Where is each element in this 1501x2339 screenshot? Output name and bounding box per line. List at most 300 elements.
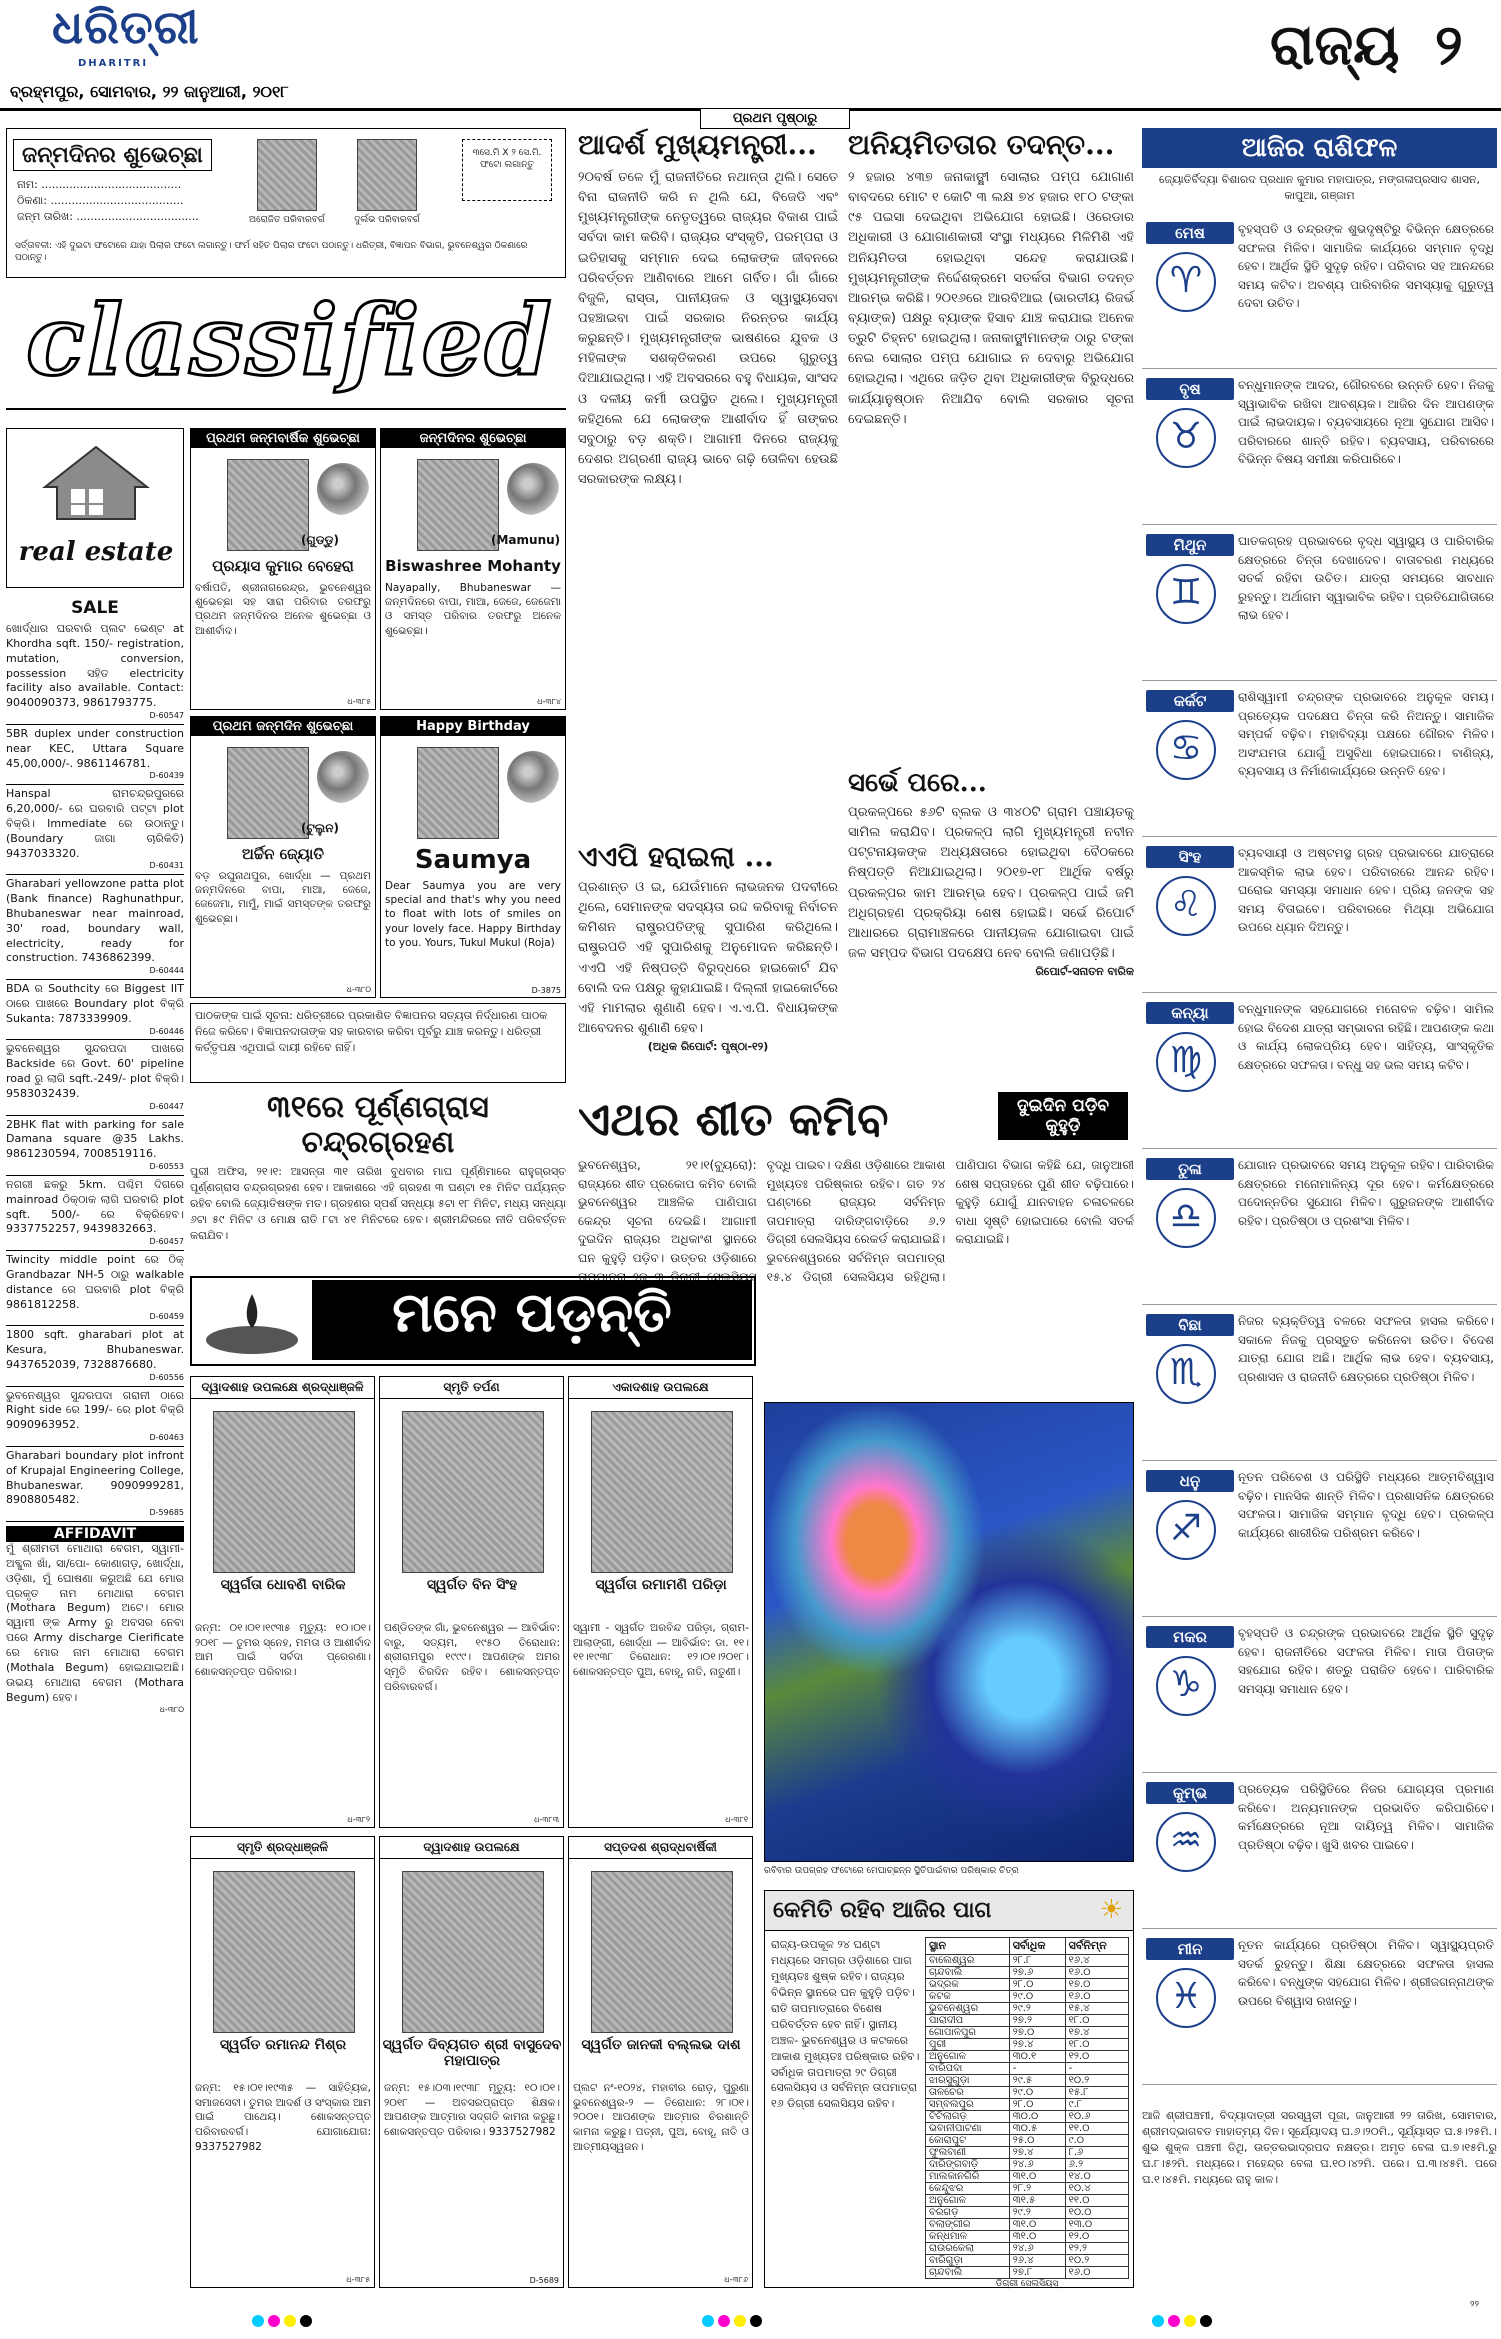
weather-row [926, 2183, 1129, 2195]
weather-cell: ଭୁବନେଶ୍ୱର [926, 2003, 1010, 2015]
weather-cell: ୨୭.୬ [1009, 1967, 1065, 1979]
weather-cell: ୩୦.୧ [1009, 2051, 1065, 2063]
weather-cell: ୧୦.୬ [1065, 2111, 1128, 2123]
weather-row [926, 2243, 1129, 2255]
weather-title: କେମିତି ରହିବ ଆଜିର ପାଗ [773, 1897, 992, 1923]
story-cm-body: ୨୦ବର୍ଷ ତଳେ ମୁଁ ରାଜନୀତିରେ ନଥାନ୍ତା ଥିଲି। ସେତେ ବିନା ରାଜନୀତି କରି ନ ଥିଲି ଯେ, ବିଜେଡି ଏବଂ ମୁଖ୍ୟମନ୍ତ୍ରୀଙ୍କ ନେତୃତ୍ୱରେ ରାଜ୍ୟର ବିକାଶ ପାଇଁ ସର୍ବଦା କାମ କରିବି। ରାଜ୍ୟର ସଂସ୍କୃତି, ପରମ୍ପରା ଓ ଇତିହାସକୁ ସମ୍ମାନ ଦେଇ ଲୋକଙ୍କ ଜୀବନରେ ପରିବର୍ତ୍ତନ ଆଣିବାରେ ଆମେ ଗର୍ବିତ। ଗାଁ ଗାଁରେ ବିଜୁଳି, ରାସ୍ତା, ପାନୀୟଜଳ ଓ ସ୍ୱାସ୍ଥ୍ୟସେବା ପହଞ୍ଚାଇବା ପାଇଁ ସରକାର ନିରନ୍ତର କାର୍ଯ୍ୟ କରୁଛନ୍ତି। ମୁଖ୍ୟମନ୍ତ୍ରୀଙ୍କ ଭାଷଣରେ ଯୁବକ ଓ ମହିଳାଙ୍କ ସଶକ୍ତିକରଣ ଉପରେ ଗୁରୁତ୍ୱ ଦିଆଯାଇଥିଲା। ଏହି ଅବସରରେ ବହୁ ବିଧାୟକ, ସାଂସଦ ଓ ଦଳୀୟ କର୍ମୀ ଉପସ୍ଥିତ ଥିଲେ। ମୁଖ୍ୟମନ୍ତ୍ରୀ କହିଥିଲେ ଯେ ଲୋକଙ୍କ ଆଶୀର୍ବାଦ ହିଁ ତାଙ୍କର ସବୁଠାରୁ ବଡ଼ ଶକ୍ତି। ଆଗାମୀ ଦିନରେ ରାଜ୍ୟକୁ ଦେଶର ଅଗ୍ରଣୀ ରାଜ୍ୟ ଭାବେ ଗଢ଼ି ତୋଳିବା ହେଉଛି ସରକାରଙ୍କ ଲକ୍ଷ୍ୟ। [578, 170, 838, 488]
story-survey [848, 768, 1134, 1068]
sign-name: ତୁଳା [1146, 1158, 1234, 1180]
greeting-photo [417, 459, 499, 551]
obituary-title: ଦ୍ୱାଦଶାହ ଉପଲକ୍ଷେ ଶ୍ରଦ୍ଧାଞ୍ଜଳି [191, 1377, 374, 1399]
weather-row [926, 2087, 1129, 2099]
real-estate-logo [6, 428, 184, 588]
obituary-text: ଜନ୍ମ: ୧୫।୦୩।୧୯୩୮ ମୃତ୍ୟୁ: ୧୦।୦୧।୨୦୧୮ — ଅବସରପ୍ରାପ୍ତ ଶିକ୍ଷକ। ଆପଣଙ୍କ ଆତ୍ମାର ସଦ୍ଗତି କାମନା କରୁଛୁ। ଶୋକସନ୍ତପ୍ତ ପରିବାର। 9337527982 [384, 2082, 560, 2139]
weather-cell: ବାରିପଦା [926, 2063, 1010, 2075]
horoscope-sign [1142, 372, 1497, 525]
story-ap-headline: ଏଏପି ହରାଇଲା ... [578, 840, 774, 873]
weather-box [764, 1890, 1134, 2288]
classified-ad-code: D-60447 [149, 1101, 184, 1111]
obituary-code: ଧ-୩୮୫ [346, 2275, 370, 2284]
obituary-photo [213, 1871, 355, 2033]
classified-ad-text: ଭୁବନେଶ୍ୱର ସୁନ୍ଦରପଦା ଗରାନୀ ଠାରେ Right side ରେ 199/- ରେ plot ବିକ୍ରି 9090963952. [6, 1388, 184, 1432]
form-photo-1 [257, 139, 317, 211]
weather-cell: ୨୮.୨ [1009, 2183, 1065, 2195]
lamp-icon [202, 1288, 302, 1358]
flower-icon [317, 751, 369, 803]
weather-cell: ଝାରସୁଗୁଡ଼ା [926, 2075, 1010, 2087]
dateline: ବ୍ରହ୍ମପୁର, ସୋମବାର, ୨୨ ଜାନୁଆରୀ, ୨୦୧୮ [10, 82, 289, 101]
leo-icon: ♌ [1156, 876, 1216, 936]
weather-cell: ୩୧.୫ [1009, 2195, 1065, 2207]
classified-ad-text: Twincity middle point ରେ ଠିକ୍ Grandbazar NH-5 ଠାରୁ walkable distance ରେ ଘରବାରି plot ବିକ୍ରି 9861812258. [6, 1253, 184, 1311]
horoscope-sign [1142, 1776, 1497, 1929]
greeting-photo [227, 747, 309, 839]
weather-table-wrap [925, 1937, 1129, 2291]
form-photo-2 [357, 139, 417, 211]
obituary-photo [213, 1411, 355, 1573]
weather-cell: ୨୭.୨ [1009, 2015, 1065, 2027]
obituary-title: ଏକାଦଶାହ ଉପଲକ୍ଷେ [569, 1377, 752, 1399]
weather-header [765, 1891, 1133, 1931]
weather-cell: ୧୫.୮ [1065, 2087, 1128, 2099]
classified-ad-text: ଭୁବନେଶ୍ୱର ସୁନ୍ଦରପଦା ପାଖରେ Backside ରେ Govt. 60' pipeline road ରୁ ଲାଗି sqft.-249/- plot ବିକ୍ରି। 9583032439. [6, 1042, 184, 1100]
cancer-icon: ♋ [1156, 720, 1216, 780]
weather-cell: ୧୬.୦ [1065, 1991, 1128, 2003]
weather-cell: ୬.୨ [1065, 2159, 1128, 2171]
color-marks-mid [700, 2312, 764, 2331]
obituary-code: ଧ-୩୮୧ [725, 1815, 748, 1824]
greeting-tag: (ଗୁଡ୍ଡୁ) [301, 533, 339, 547]
classified-ad-code: D-60553 [149, 1162, 184, 1172]
weather-cell: ୨୭.୪ [1009, 2147, 1065, 2159]
taurus-icon: ♉ [1156, 408, 1216, 468]
weather-row [926, 1967, 1129, 1979]
obituary-name: ସ୍ୱର୍ଗତା ଧୋବଣି ବାରିକ [220, 1577, 346, 1593]
greeting-text: Dear Saumya you are very special and that's why you need to float with lots of smiles on your lovely face. Happy Birthday to you. Yours, Tukul Mukul (Roja) [385, 880, 561, 949]
eclipse-headline: ୩୧ରେ ପୂର୍ଣ୍ଣଗ୍ରାସ ଚନ୍ଦ୍ରଗ୍ରହଣ [267, 1090, 489, 1160]
story-irregularity [848, 128, 1134, 768]
weather-row [926, 2015, 1129, 2027]
story-irregularity-headline: ଅନିୟମିତତାର ତଦନ୍ତ... [848, 128, 1115, 161]
weather-cell: ୧୦.୦ [1065, 2207, 1128, 2219]
weather-cell: ଗୋପାଳପୁର [926, 2027, 1010, 2039]
story-survey-headline: ସର୍ଭେ ପରେ... [848, 768, 987, 798]
horoscope-sign [1142, 1932, 1497, 2085]
weather-row [926, 2267, 1129, 2279]
weather-header-cell: ସର୍ବନିମ୍ନ [1065, 1938, 1128, 1955]
weather-cell: ଅନୁଗୋଳ [926, 2051, 1010, 2063]
story-cm-headline: ଆଦର୍ଶ ମୁଖ୍ୟମନ୍ତ୍ରୀ... [578, 128, 817, 161]
affidavit-code: ଧ-୩୮୦ [159, 1705, 184, 1715]
obituary-title: ଦ୍ୱାଦଶାହ ଉପଲକ୍ଷେ [380, 1837, 563, 1859]
obituary-text: ଜନ୍ମ: ୧୫।୦୧।୧୯୩୫ — ସାହିତ୍ୟିକ, ସମାଜସେବୀ। ତୁମର ଆଦର୍ଶ ଓ ସଂସ୍କାର ଆମ ପାଇଁ ପାଥେୟ। ଶୋକସନ୍ତପ୍ତ ପରିବାରବର୍ଗ। ଯୋଗାଯୋଗ: 9337527982 [195, 2082, 371, 2153]
classified-ad [6, 980, 184, 1040]
pisces-icon: ♓ [1156, 1968, 1216, 2028]
birthday-form [6, 128, 566, 278]
weather-cell: ୨୯.୦ [1009, 1991, 1065, 2003]
classified-ad-code: D-60457 [149, 1237, 184, 1247]
horoscope-sign [1142, 996, 1497, 1149]
horoscope-sign [1142, 528, 1497, 681]
weather-cell: ୧୨.୨ [1065, 2243, 1128, 2255]
weather-row [926, 2051, 1129, 2063]
greeting-tag: (Mamunu) [491, 533, 561, 547]
classified-ad [6, 785, 184, 875]
obituary-title: ସ୍ମୃତି ତର୍ପଣ [380, 1377, 563, 1399]
weather-row [926, 2171, 1129, 2183]
classified-ad-code: D-60556 [149, 1372, 184, 1382]
masthead-logo: ଧରିତ୍ରୀ [52, 0, 200, 54]
sign-text: ବ୍ୟବସାୟୀ ଓ ଅଷ୍ଟମସ୍ଥ ଗ୍ରହ ପ୍ରଭାବରେ ଯାତ୍ରାରେ ଆକସ୍ମିକ ଲାଭ ହେବ। ପରିବାରରେ ଆନନ୍ଦ ରହିବ। ଘରୋଇ ସମସ୍ୟା ସମାଧାନ ହେବ। ପ୍ରିୟ ଜନଙ୍କ ସହ ସମୟ ବିତାଇବେ। ପରିବାରରେ ମିଥ୍ୟା ଅଭିଯୋଗ ଉପରେ ଧ୍ୟାନ ଦିଅନ୍ତୁ। [1238, 846, 1494, 935]
sign-name: ବୃଷ [1146, 378, 1234, 400]
weather-row [926, 1979, 1129, 1991]
greeting-tag: (ଟୁଲୁନ) [301, 821, 339, 835]
weather-cell: ୧୦.୪ [1065, 2183, 1128, 2195]
sagittarius-icon: ♐ [1156, 1500, 1216, 1560]
weather-cell: ୨୪.୬ [1009, 2243, 1065, 2255]
weather-row [926, 2255, 1129, 2267]
color-marks-right [1150, 2312, 1214, 2331]
classified-ad [6, 1040, 184, 1115]
sign-text: ନିଜର ବ୍ୟକ୍ତିତ୍ୱ ବଳରେ ସଫଳତା ହାସଲ କରିବେ। ସକାଳେ ନିଜକୁ ପ୍ରସ୍ତୁତ କରିନେବା ଉଚିତ। ବିଦେଶ ଯାତ୍ରା ଯୋଗ ଅଛି। ଆର୍ଥିକ ଲାଭ ହେବ। ବ୍ୟବସାୟ, ପ୍ରଶାସନ ଓ ରାଜନୀତି କ୍ଷେତ୍ରରେ ପ୍ରତିଷ୍ଠା ମିଳିବ। [1238, 1314, 1494, 1384]
obituary-card [379, 1836, 564, 2288]
weather-cell: ୨୭.୪ [1009, 2039, 1065, 2051]
weather-cell: ୨୮.୦ [1009, 2099, 1065, 2111]
classified-ad-text: Hanspal ରାମଚନ୍ଦ୍ରପୁରରେ 6,20,000/- ରେ ଘରବାରି ପଟ୍ଟା plot ବିକ୍ରି। Immediate ରେ ଉଠାନ୍ତୁ। (Boundary ଜାଗା ଚାରିକିତି) 9437033320. [6, 787, 184, 860]
obituary-text: ପଣ୍ଡିତଙ୍କ ଗାଁ, ଭୁବନେଶ୍ୱର — ଆବିର୍ଭାବ: ବାରୁ, ସତ୍ୟମ, ୧୯୫୦ ତିରୋଧାନ: ଶ୍ରୀରାମପୁର ୧୯୯୯। ଆପଣଙ୍କ ଅମର ସ୍ମୃତି ଚିରଦିନ ରହିବ। ଶୋକସନ୍ତପ୍ତ ପରିବାରବର୍ଗ। [384, 1622, 560, 1693]
obituary-card [190, 1836, 375, 2288]
obituary-photo [402, 1411, 544, 1573]
sign-name: ମିଥୁନ [1146, 534, 1234, 556]
weather-cell: ୧୬.୪ [1065, 1955, 1128, 1967]
section-name: ରାଜ୍ୟ [1270, 12, 1400, 78]
story-survey-body: ପ୍ରକଳ୍ପରେ ୫୬ଟି ବ୍ଲକ ଓ ୩୪୦ଟି ଗ୍ରାମ ପଞ୍ଚାୟତକୁ ସାମିଲ କରାଯିବ। ପ୍ରକଳ୍ପ ଲାଗି ମୁଖ୍ୟମନ୍ତ୍ରୀ ନବୀନ ପଟ୍ଟନାୟକଙ୍କ ଅଧ୍ୟକ୍ଷତାରେ ହୋଇଥିବା ବୈଠକରେ ନିଷ୍ପତ୍ତି ନିଆଯାଇଥିଲା। ୨୦୧୭-୧୮ ଆର୍ଥିକ ବର୍ଷରୁ ପ୍ରକଳ୍ପର କାମ ଆରମ୍ଭ ହେବ। ପ୍ରକଳ୍ପ ପାଇଁ ଜମି ଅଧିଗ୍ରହଣ ପ୍ରକ୍ରିୟା ଶେଷ ହୋଇଛି। ସର୍ଭେ ରିପୋର୍ଟ ଆଧାରରେ ଗ୍ରାମାଞ୍ଚଳରେ ପାନୀୟଜଳ ଯୋଗାଇବା ପାଇଁ ଜଳ ସମ୍ପଦ ବିଭାଗ ପଦକ୍ଷେପ ନେବ ବୋଲି ଜଣାପଡ଼ିଛି। [848, 805, 1134, 961]
greeting-title: ପ୍ରଥମ ଜନ୍ମବାର୍ଷିକ ଶୁଭେଚ୍ଛା [191, 429, 375, 448]
weather-cell: ପୁରୀ [926, 2039, 1010, 2051]
weather-row [926, 2207, 1129, 2219]
obituary-card [379, 1376, 564, 1828]
classified-ad-text: BDA ର Southcity ରେ Biggest IIT ଠାରେ ପାଖରେ Boundary plot ବିକ୍ରି Sukanta: 7873339909. [6, 982, 184, 1025]
cold-headline: ଏଥର ଶୀତ କମିବ [578, 1092, 889, 1146]
weather-cell: ଅନୁଗୋଳ [926, 2195, 1010, 2207]
greeting-code: ଧ-୩୮୦ [346, 985, 371, 994]
classified-ad-code: D-60444 [149, 966, 184, 976]
color-marks-left [250, 2312, 314, 2331]
weather-row [926, 2159, 1129, 2171]
form-photo-2-caption: ଦୁର୍ଲଭ ପରିବାରବର୍ଗ [354, 215, 420, 225]
obituary-text: ପ୍ଲଟ ନଂ-୧୦୨୪, ମହାବୀର ରୋଡ଼, ପୁରୁଣା ଭୁବନେଶ୍ୱର-୨ — ତିରୋଧାନ: ୨୮।୦୧।୨୦୦୧। ଆପଣଙ୍କ ଆତ୍ମାର ଚିରଶାନ୍ତି କାମନା କରୁଛୁ। ପତ୍ନୀ, ପୁଅ, ବୋହୂ, ନାତି ଓ ଆତ୍ମୀୟସ୍ୱଜନ। [573, 2082, 749, 2153]
greeting-text: ବଡ଼ ରଘୁନାଥପୁର, ଖୋର୍ଦ୍ଧା — ପ୍ରଥମ ଜନ୍ମଦିନରେ ବାପା, ମାଆ, ଜେଜେ, ଜେଜେମା, ମାମୁଁ, ମାଇଁ ସମସ୍ତଙ୍କ ତରଫରୁ ଶୁଭେଚ୍ଛା। [195, 870, 371, 925]
classified-ad-code: D-60446 [149, 1026, 184, 1036]
obituary-name: ସ୍ୱର୍ଗତ ବିନ ସିଂହ [426, 1577, 518, 1593]
affidavit-text: ମୁଁ ଶ୍ରୀମତୀ ମୋଥାରା ବେଗମ, ସ୍ୱାମୀ- ଅବ୍ଦୁଲ ଖାଁ, ସା/ପୋ- କୋଣାଗଡ଼, ଖୋର୍ଦ୍ଧା, ଓଡ଼ିଶା, ମୁଁ ଘୋଷଣା କରୁଅଛି ଯେ ମୋର ପ୍ରକୃତ ନାମ ମୋଥାରା ବେଗମ (Mothara Begum) ଅଟେ। ମୋର ସ୍ୱାମୀ ଙ୍କ Army ରୁ ଅବସର ନେବା ପରେ Army discharge Cierificate ରେ ମୋର ନାମ ମୋଥାରା ବେଗମ (Mothala Begum) ହୋଇଯାଇଅଛି। ଉଭୟ ମୋଥାରା ବେଗମ (Mothara Begum) ହେବ। [6, 1542, 184, 1704]
greeting-code: ଧ-୩୮୫ [347, 697, 371, 706]
weather-cell: କନ୍ଧମାଳ [926, 2231, 1010, 2243]
obituary-banner-text: ମନେ ପଡ଼ନ୍ତି [312, 1280, 752, 1360]
weather-row [926, 2075, 1129, 2087]
horoscope-title: ଆଜିର ରାଶିଫଳ [1142, 128, 1497, 168]
page-number: ୨ [1434, 12, 1463, 78]
weather-row [926, 2231, 1129, 2243]
weather-cell: ଟିଟିଲାଗଡ଼ [926, 2111, 1010, 2123]
greeting-title: ପ୍ରଥମ ଜନ୍ମଦିନ ଶୁଭେଚ୍ଛା [191, 717, 375, 736]
weather-row [926, 2219, 1129, 2231]
story-irregularity-body: ୨ ହଜାର ୪୩୭ ଜନାକାଙ୍କ୍ଷୀ ସୋଲାର ପମ୍ପ ଯୋଗାଣ ବାବଦରେ ମୋଟ ୧ କୋଟି ୩ ଲକ୍ଷ ୭୪ ହଜାର ୧୮୦ ଟଙ୍କା ୯୫ ପଇସା ଦେଇଥିବା ଅଭିଯୋଗ ହୋଇଛି। ଓରେଡାର ଅଧିକାରୀ ଓ ଯୋଗାଣକାରୀ ସଂସ୍ଥା ମଧ୍ୟରେ ମିଳିମିଶି ଏହି ଅନିୟମିତତା ହୋଇଥିବା ସନ୍ଦେହ କରାଯାଉଛି। ମୁଖ୍ୟମନ୍ତ୍ରୀଙ୍କ ନିର୍ଦ୍ଦେଶକ୍ରମେ ସତର୍କତା ବିଭାଗ ତଦନ୍ତ ଆରମ୍ଭ କରିଛି। ୨୦୧୬ରେ ଆରବିଆଇ (ଭାରତୀୟ ରିଜର୍ଭ ବ୍ୟାଙ୍କ) ପକ୍ଷରୁ ବ୍ୟାଙ୍କ ହିସାବ ଯାଞ୍ଚ କରାଯାଇ ଅନେକ ତ୍ରୁଟି ଚିହ୍ନଟ ହୋଇଥିଲା। ଜନାକାଙ୍କ୍ଷୀମାନଙ୍କ ଠାରୁ ଟଙ୍କା ନେଇ ସୋଲାର ପମ୍ପ ଯୋଗାଇ ନ ଦେବାରୁ ଅଭିଯୋଗ ହୋଇଥିଲା। ଏଥିରେ ଜଡ଼ିତ ଥିବା ଅଧିକାରୀଙ୍କ ବିରୁଦ୍ଧରେ କାର୍ଯ୍ୟାନୁଷ୍ଠାନ ନିଆଯିବ ବୋଲି ସରକାର ସୂଚନା ଦେଇଛନ୍ତି। [848, 170, 1134, 427]
greeting-code: D-3875 [531, 986, 561, 995]
obituary-code: ଧ-୩୮୨ [347, 1815, 370, 1824]
weather-cell: ୨୯.୨ [1009, 2003, 1065, 2015]
story-ap [578, 840, 838, 1090]
greeting-card [380, 716, 566, 998]
classified-ad [6, 1387, 184, 1447]
obituary-name: ସ୍ୱର୍ଗତ ଜାନକୀ ବଲ୍ଲଭ ଦାଶ [581, 2037, 741, 2053]
horoscope-sign [1142, 216, 1497, 369]
weather-cell: ୩୦.୫ [1009, 2123, 1065, 2135]
masthead-logo-sub: DHARITRI [78, 58, 149, 69]
weather-cell: କଟକ [926, 1991, 1010, 2003]
sign-name: ମକର [1146, 1626, 1234, 1648]
weather-row [926, 2111, 1129, 2123]
weather-cell: ଫୁଲବାଣୀ [926, 2147, 1010, 2159]
weather-cell: ୨୮.୮ [1009, 1955, 1065, 1967]
front-page-ref: ପ୍ରଥମ ପୃଷ୍ଠାରୁ [700, 108, 850, 129]
gemini-icon: ♊ [1156, 564, 1216, 624]
classified-ad [6, 620, 184, 725]
classified-ad-code: D-60439 [149, 771, 184, 781]
obituary-title: ସ୍ମୃତି ଶ୍ରଦ୍ଧାଞ୍ଜଳି [191, 1837, 374, 1859]
obituary-name: ସ୍ୱର୍ଗତ ଦିବ୍ୟଗତ ଶ୍ରୀ ବାସୁଦେବ ମହାପାତ୍ର [382, 2037, 562, 2069]
greeting-text: Nayapally, Bhubaneswar — ଜନ୍ମଦିନରେ ବାପା, ମାଆ, ଜେଜେ, ଜେଜେମା ଓ ସମସ୍ତ ପରିବାର ତରଫରୁ ଅନେକ ଶୁଭେଚ୍ଛା। [385, 582, 561, 637]
sign-text: ବୃହସ୍ପତି ଓ ଚନ୍ଦ୍ରଙ୍କ ଶୁଭଦୃଷ୍ଟିରୁ ବିଭିନ୍ନ କ୍ଷେତ୍ରରେ ସଫଳତା ମିଳିବ। ସାମାଜିକ କାର୍ଯ୍ୟରେ ସମ୍ମାନ ବୃଦ୍ଧି ହେବ। ଆର୍ଥିକ ସ୍ଥିତି ସୁଦୃଢ଼ ରହିବ। ପରିବାର ସହ ଆନନ୍ଦରେ ସମୟ କଟିବ। ଅବଶ୍ୟ ପାରିବାରିକ ସମସ୍ୟାକୁ ଗୁରୁତ୍ୱ ଦେବା ଉଚିତ। [1238, 222, 1494, 311]
masthead [0, 0, 1501, 118]
greeting-name: ପ୍ରୟାସ କୁମାର ବେହେରା [212, 557, 354, 575]
classified-ad [6, 1176, 184, 1251]
greeting-card [380, 428, 566, 710]
sign-name: ବିଛା [1146, 1314, 1234, 1336]
sign-name: କୁମ୍ଭ [1146, 1782, 1234, 1804]
weather-cell: - [1065, 2063, 1128, 2075]
weather-row [926, 1955, 1129, 1967]
obituary-title: ସପ୍ତଦଶ ଶ୍ରାଦ୍ଧବାର୍ଷିକୀ [569, 1837, 752, 1859]
weather-header-cell: ସର୍ବାଧିକ [1009, 1938, 1065, 1955]
obituary-name: ସ୍ୱର୍ଗତ ରମାନନ୍ଦ ମିଶ୍ର [219, 2037, 347, 2053]
page-marker: ୨୨ [1470, 2300, 1479, 2310]
weather-row [926, 2099, 1129, 2111]
weather-cell: ୨୯.୨ [1009, 2207, 1065, 2219]
weather-cell: ୩୦.୦ [1009, 2111, 1065, 2123]
weather-row [926, 2135, 1129, 2147]
classified-ad-text: ଖୋର୍ଦ୍ଧାର ଘରବାରି ପ୍ଲଟ ଭେଣ୍ଟ at Khordha sqft. 150/- registration, mutation, conversion, possession ସହିତ electricity facility also available. Contact: 9040090373, 9861793775. [6, 622, 184, 710]
weather-cell: - [1009, 2063, 1065, 2075]
section-title [1270, 12, 1463, 79]
weather-cell: ଚାନ୍ଦବାଲି [926, 2267, 1010, 2279]
weather-row [926, 2027, 1129, 2039]
classified-ad-code: D-60463 [149, 1433, 184, 1443]
scorpio-icon: ♏ [1156, 1344, 1216, 1404]
flower-icon [507, 463, 559, 515]
classified-ad-text: Gharabari boundary plot infront of Krupajal Engineering College, Bhubaneswar. 9090999281, 8908805482. [6, 1448, 184, 1507]
weather-cell: ବାଲେଶ୍ୱର [926, 1955, 1010, 1967]
horoscope-sign [1142, 1464, 1497, 1617]
sign-name: ମୀନ [1146, 1938, 1234, 1960]
weather-cell: ୩୧.୦ [1009, 2231, 1065, 2243]
weather-cell: ୧୬.୦ [1065, 2267, 1128, 2279]
weather-cell: ୧୧.୦ [1065, 2123, 1128, 2135]
sign-name: ସିଂହ [1146, 846, 1234, 868]
weather-table-header [926, 1938, 1129, 1955]
field-address: ଠିକଣା: ...................................... [17, 193, 184, 207]
weather-cell: ୧୩.୦ [1065, 2219, 1128, 2231]
classified-ad-code: D-60547 [149, 711, 184, 721]
birthday-form-title: ଜନ୍ମଦିନର ଶୁଭେଚ୍ଛା [13, 139, 212, 171]
greeting-card [190, 428, 376, 710]
cold-kicker: ଦୁଇଦିନ ପଡ଼ିବ କୁହୁଡ଼ି [998, 1092, 1128, 1140]
horoscope-sign [1142, 684, 1497, 837]
greeting-name: Saumya [414, 845, 532, 875]
obituary-code: ଧ-୩୮୩ [533, 1815, 559, 1824]
horoscope-sign [1142, 840, 1497, 993]
weather-cell: ଭଦ୍ରକ [926, 1979, 1010, 1991]
weather-row [926, 2195, 1129, 2207]
birthday-form-terms: ସର୍ତ୍ତାବଳୀ: ଏହି ଦୁଇଟା ଫଟୋରେ ଯାହା ପିଲାର ଫଟୋ ଲଗାନ୍ତୁ। ଫର୍ମ ସହିତ ପିଲାର ଫଟୋ ପଠାନ୍ତୁ। ଧରିତ୍ରୀ, ବିଜ୍ଞାପନ ବିଭାଗ, ଭୁବନେଶ୍ୱର ଠିକଣାରେ ପଠାନ୍ତୁ। [15, 241, 528, 263]
weather-header-cell: ସ୍ଥାନ [926, 1938, 1010, 1955]
weather-unit: ଡିଗ୍ରୀ ସେଲସିୟସ୍ [995, 2279, 1059, 2289]
sign-text: ବନ୍ଧୁମାନଙ୍କ ସହଯୋଗରେ ମନୋବଳ ବଢ଼ିବ। ସାମିଲ ହୋଇ ବିଦେଶ ଯାତ୍ରା ସମ୍ଭାବନା ରହିଛି। ଆପଣଙ୍କ କଥା ଓ କାର୍ଯ୍ୟ ଲୋକପ୍ରିୟ ହେବ। ସାହିତ୍ୟ, ସାଂସ୍କୃତିକ କ୍ଷେତ୍ରରେ ସଫଳତା। ବନ୍ଧୁ ସହ ଭଲ ସମୟ କଟିବ। [1238, 1002, 1494, 1072]
greetings-grid [190, 428, 566, 998]
horoscope-sign [1142, 1308, 1497, 1461]
greeting-photo [227, 459, 309, 551]
weather-cell: ୨୯.୫ [1009, 2075, 1065, 2087]
sign-name: କର୍କଟ [1146, 690, 1234, 712]
flower-icon [507, 751, 559, 803]
obituary-name: ସ୍ୱର୍ଗତା ରମାମଣି ପରିଡ଼ା [595, 1577, 727, 1593]
weather-row [926, 1991, 1129, 2003]
reader-notice: ପାଠକଙ୍କ ପାଇଁ ସୂଚନା: ଧରିତ୍ରୀରେ ପ୍ରକାଶିତ ବିଜ୍ଞାପନର ସତ୍ୟତା ନିର୍ଦ୍ଧାରଣ ପାଠକ ନିଜେ କରିବେ। ବିଜ୍ଞାପନଦାତାଙ୍କ ସହ କାରବାର କରିବା ପୂର୍ବରୁ ଯାଞ୍ଚ କରନ୍ତୁ। ଧରିତ୍ରୀ କର୍ତ୍ତୃପକ୍ଷ ଏଥିପାଇଁ ଦାୟୀ ରହିବେ ନାହିଁ। [190, 1003, 566, 1083]
house-icon [41, 443, 151, 523]
greeting-photo [417, 747, 499, 839]
real-estate-column [6, 428, 184, 2288]
weather-table [925, 1937, 1129, 2279]
weather-cell: ୧୭.୦ [1065, 1979, 1128, 1991]
weather-cell: ସମ୍ବଲପୁର [926, 2099, 1010, 2111]
classified-ad-code: D-60431 [149, 861, 184, 871]
capricorn-icon: ♑ [1156, 1656, 1216, 1716]
weather-cell: ୧୪.୦ [1065, 2171, 1128, 2183]
classified-ad [6, 875, 184, 980]
sun-cloud-icon: ☀ [1099, 1895, 1123, 1925]
real-estate-ads [6, 620, 184, 1715]
horoscope-column [1142, 128, 1497, 2288]
weather-cell: ୧୧.୦ [1065, 2195, 1128, 2207]
weather-row [926, 2147, 1129, 2159]
eclipse-body: ପୁରୀ ଅଫିସ, ୨୧।୧: ଆସନ୍ତା ୩୧ ତାରିଖ ବୁଧବାର ମାଘ ପୂର୍ଣ୍ଣିମାରେ ରାହୁଗ୍ରସ୍ତ ପୂର୍ଣ୍ଣଗ୍ରାସ ଚନ୍ଦ୍ରଗ୍ରହଣ ହେବ। ଆକାଶରେ ଏହି ଗ୍ରହଣ ୩ ଘଣ୍ଟା ୧୫ ମିନିଟ ପର୍ଯ୍ୟନ୍ତ ରହିବ ବୋଲି ଜ୍ୟୋତିଷଙ୍କ ମତ। ଗ୍ରହଣର ସ୍ପର୍ଶ ସନ୍ଧ୍ୟା ୫ଟା ୧୮ ମିନିଟ, ମଧ୍ୟ ସନ୍ଧ୍ୟା ୬ଟା ୫୯ ମିନିଟ ଓ ମୋକ୍ଷ ରାତି ୮ଟା ୪୧ ମିନିଟରେ ହେବ। ଶ୍ରୀମନ୍ଦିରରେ ନୀତି ପରିବର୍ତ୍ତନ କରାଯିବ। [190, 1165, 566, 1242]
obituary-text: ସ୍ୱାମୀ - ସ୍ୱର୍ଗତ ଅରବିନ୍ଦ ପରିଡ଼ା, ଗ୍ରାମ- ଆଲାଙ୍ଗୀ, ଖୋର୍ଦ୍ଧା — ଆବିର୍ଭାବ: ଡା. ୧୧।୧୧।୧୯୩୮ ତିରୋଧାନ: ୧୨।୦୧।୨୦୧୮। ଶୋକସନ୍ତପ୍ତ ପୁଅ, ବୋହୂ, ନାତି, ନାତୁଣୀ। [573, 1622, 749, 1679]
sign-text: ନୂତନ ପରିବେଶ ଓ ପରିସ୍ଥିତି ମଧ୍ୟରେ ଆତ୍ମବିଶ୍ୱାସ ବଢ଼ିବ। ମାନସିକ ଶାନ୍ତି ମିଳିବ। ପ୍ରଶାସନିକ କ୍ଷେତ୍ରରେ ସଫଳତା। ସାମାଜିକ ସମ୍ମାନ ବୃଦ୍ଧି ହେବ। ପ୍ରକଳ୍ପ କାର୍ଯ୍ୟରେ ଶାରୀରିକ ପରିଶ୍ରମ କରିବେ। [1238, 1470, 1494, 1540]
weather-cell: ବାରିଗୁଡ଼ା [926, 2255, 1010, 2267]
classified-ad-text: 5BR duplex under construction near KEC, Uttara Square 45,00,000/-. 9861146781. [6, 726, 184, 770]
weather-cell: ଚାନ୍ଦବାଲି [926, 1967, 1010, 1979]
weather-cell: ପାରାଦୀପ [926, 2015, 1010, 2027]
obituary-code: ଧ-୩୮୬ [724, 2275, 748, 2284]
classified-ad-text: 2BHK flat with parking for sale Damana square @35 Lakhs. 9861230594, 7008519116. [6, 1117, 184, 1161]
weather-row [926, 2003, 1129, 2015]
report-byline: ରିପୋର୍ଟ-ସନାତନ ବାରିକ [1035, 965, 1134, 979]
weather-cell: ୨୬.୪ [1009, 2255, 1065, 2267]
weather-cell: ୨୮.୦ [1009, 1979, 1065, 1991]
weather-cell: ୨୫.୦ [1009, 2135, 1065, 2147]
weather-cell: ୧୦.୨ [1065, 2075, 1128, 2087]
greeting-text: ବର୍ଷାପତି, ଶ୍ରୀନାଗରେନ୍ଦ୍ର, ଭୁବନେଶ୍ୱର ଶୁଭେଚ୍ଛା ସହ ସାରା ପରିବାର ତରଫରୁ ପ୍ରଥମ ଜନ୍ମଦିନର ଅନେକ ଶୁଭେଚ୍ଛା ଓ ଆଶୀର୍ବାଦ। [195, 582, 371, 637]
story-ap-continued: (ଅଧିକ ରିପୋର୍ଟ: ପୃଷ୍ଠା-୧୨) [647, 1040, 769, 1054]
weather-cell: ଭବାନୀପାଟଣା [926, 2123, 1010, 2135]
form-photo-1-caption: ଅରୋଜିତ ପରିବାରବର୍ଗ [249, 215, 325, 225]
weather-cell: ୧୭.୪ [1065, 2027, 1128, 2039]
story-cm [578, 128, 838, 908]
classified-ad [6, 1251, 184, 1326]
aquarius-icon: ♒ [1156, 1812, 1216, 1872]
sign-text: ରାଶିସ୍ୱାମୀ ଚନ୍ଦ୍ରଙ୍କ ପ୍ରଭାବରେ ଅନୁକୂଳ ସମୟ। ପ୍ରତ୍ୟେକ ପଦକ୍ଷେପ ଚିନ୍ତା କରି ନିଅନ୍ତୁ। ସାମାଜିକ ସମ୍ପର୍କ ବଢ଼ିବ। ମହାବିଦ୍ୟା ପକ୍ଷରେ ଗୌରବ ମିଳିବ। ଅସଂଯମତା ଯୋଗୁଁ ଅସୁବିଧା ହୋଇପାରେ। ବାଣିଜ୍ୟ, ବ୍ୟବସାୟ ଓ ନିର୍ମାଣକାର୍ଯ୍ୟରେ ଉନ୍ନତି ହେବ। [1238, 690, 1494, 779]
greeting-card [190, 716, 376, 998]
obituary-card [190, 1376, 375, 1828]
weather-cell: ଦାରିଙ୍ଗବାଡ଼ି [926, 2159, 1010, 2171]
field-name: ନାମ: ........................................ [17, 178, 182, 191]
footer [0, 2300, 1501, 2339]
cold-body: ଭୁବନେଶ୍ୱର, ୨୧।୧(ବ୍ୟୁରୋ): ରାଜ୍ୟରେ ଶୀତ ପ୍ରକୋପ କମିବ ବୋଲି ଭୁବନେଶ୍ୱର ଆଞ୍ଚଳିକ ପାଣିପାଗ କେନ୍ଦ୍ର ସୂଚନା ଦେଇଛି। ଆଗାମୀ ଦୁଇଦିନ ରାଜ୍ୟର ଅଧିକାଂଶ ସ୍ଥାନରେ ଘନ କୁହୁଡ଼ି ପଡ଼ିବ। ଉତ୍ତର ଓଡ଼ିଶାରେ ତାପମାତ୍ରା ୨ରୁ ୩ ଡିଗ୍ରୀ ସେଲସିୟସ ବୃଦ୍ଧି ପାଇବ। ଦକ୍ଷିଣ ଓଡ଼ିଶାରେ ଆକାଶ ମୁଖ୍ୟତଃ ପରିଷ୍କାର ରହିବ। ଗତ ୨୪ ଘଣ୍ଟାରେ ରାଜ୍ୟର ସର୍ବନିମ୍ନ ତାପମାତ୍ରା ଦାରିଙ୍ଗବାଡ଼ିରେ ୬.୨ ଡିଗ୍ରୀ ସେଲସିୟସ ରେକର୍ଡ କରାଯାଇଛି। ଭୁବନେଶ୍ୱରରେ ସର୍ବନିମ୍ନ ତାପମାତ୍ରା ୧୫.୪ ଡିଗ୍ରୀ ସେଲସିୟସ ରହିଥିଲା। ପାଣିପାଗ ବିଭାଗ କହିଛି ଯେ, ଜାନୁଆରୀ ଶେଷ ସପ୍ତାହରେ ପୁଣି ଶୀତ ବଢ଼ିପାରେ। କୁହୁଡ଼ି ଯୋଗୁଁ ଯାନବାହନ ଚଳାଚଳରେ ବାଧା ସୃଷ୍ଟି ହୋଇପାରେ ବୋଲି ସତର୍କ କରାଯାଇଛି। [578, 1158, 1134, 1284]
classified-ad [6, 1447, 184, 1522]
weather-cell: ୧୬.୦ [1065, 1967, 1128, 1979]
obituary-photo [402, 1871, 544, 2033]
weather-cell: ୧୫.୪ [1065, 2003, 1128, 2015]
classified-ad-text: ନଗରୀ ଛକରୁ 5km. ପଶ୍ଚିମ ଦିଗରେ mainroad ଠିକ୍ଠାକ ଲାଗି ଘରବାରି plot sqft. 500/- ରେ ବିକ୍ରିହେବ। 9337752257, 9439832663. [6, 1177, 184, 1236]
weather-cell: କେନ୍ଦୁଝର [926, 2183, 1010, 2195]
sign-name: କନ୍ୟା [1146, 1002, 1234, 1024]
weather-cell: ମାଲକାନଗିରି [926, 2171, 1010, 2183]
story-ap-body: ପ୍ରଶାନ୍ତ ଓ ଇ, ଯେଉଁମାନେ ଲାଭଜନକ ପଦବୀରେ ଥିଲେ, ସେମାନଙ୍କ ସଦସ୍ୟତା ରଦ୍ଦ କରିବାକୁ ନିର୍ବାଚନ କମିଶନ ରାଷ୍ଟ୍ରପତିଙ୍କୁ ସୁପାରିଶ କରିଥିଲେ। ରାଷ୍ଟ୍ରପତି ଏହି ସୁପାରିଶକୁ ଅନୁମୋଦନ କରିଛନ୍ତି। ଏଏପି ଏହି ନିଷ୍ପତ୍ତି ବିରୁଦ୍ଧରେ ହାଇକୋର୍ଟ ଯିବ ବୋଲି ଦଳ ପକ୍ଷରୁ କୁହାଯାଇଛି। ଦିଲ୍ଲୀ ହାଇକୋର୍ଟରେ ଏହି ମାମଲାର ଶୁଣାଣି ହେବ। ଏ.ଏ.ପି. ବିଧାୟକଙ୍କ ଆବେଦନର ଶୁଣାଣି ହେବ। [578, 880, 838, 1036]
weather-row [926, 2123, 1129, 2135]
weather-cell: ୧୨.୦ [1065, 2231, 1128, 2243]
panchang: ଆଜି ଶ୍ରୀପଞ୍ଚମୀ, ବିଦ୍ୟାଦାତ୍ରୀ ସରସ୍ୱତୀ ପୂଜା, ଜାନୁଆରୀ ୨୨ ତାରିଖ, ସୋମବାର, ଶ୍ରୀମଦ୍‌ଭାଗବତ ମାହାତ୍ମ୍ୟ ଦିନ। ସୂର୍ଯ୍ୟୋଦୟ ଘ.୬।୨୦ମି., ସୂର୍ଯ୍ୟାସ୍ତ ଘ.୫।୨୫ମି.। ଶୁଭ ଶୁକ୍ଳ ପଞ୍ଚମୀ ତିଥି, ଉତ୍ତରଭାଦ୍ରପଦ ନକ୍ଷତ୍ର। ଅମୃତ ବେଳା ଘ.୭।୧୫ମି.ରୁ ଘ.୮।୫୨ମି. ମଧ୍ୟରେ। ମହେନ୍ଦ୍ର ବେଳା ଘ.୧୦।୪୨ମି. ପରେ। ଘ.୩।୪୫ମି. ପରେ ଘ.୧।୪୫ମି. ମଧ୍ୟରେ ରାହୁ କାଳ। [1142, 2109, 1497, 2186]
eclipse-story [190, 1090, 566, 1270]
weather-cell: ରାଉରକେଲା [926, 2243, 1010, 2255]
birthday-form-fields [17, 177, 227, 225]
sign-text: ଯୋଗାନ ପ୍ରଭାବରେ ସମୟ ଅନୁକୂଳ ରହିବ। ପାରିବାରିକ କ୍ଷେତ୍ରରେ ମନୋମାଳିନ୍ୟ ଦୂର ହେବ। କର୍ମକ୍ଷେତ୍ରରେ ପଦୋନ୍ନତିର ସୁଯୋଗ ମିଳିବ। ଗୁରୁଜନଙ୍କ ଆଶୀର୍ବାଦ ରହିବ। ପ୍ରତିଷ୍ଠା ଓ ପ୍ରଶଂସା ମିଳିବ। [1238, 1158, 1494, 1228]
weather-cell: ୧୨.୦ [1065, 2051, 1128, 2063]
classified-ad-text: Gharabari yellowzone patta plot (Bank finance) Raghunathpur, Bhubaneswar near mainroad, 30' road, boundary wall, electricity, ready for construction. 7436862399. [6, 877, 184, 965]
sale-heading: SALE [71, 598, 119, 618]
horoscope-sign [1142, 1620, 1497, 1773]
weather-cell: ବରଗଡ଼ [926, 2207, 1010, 2219]
horoscope-astrologer: ଜ୍ୟୋତିର୍ବିଦ୍ୟା ବିଶାରଦ ପ୍ରଧାନ କୁମାର ମହାପାତ୍ର, ମଙ୍ଗଳାପ୍ରସାଦ ଶାସନ, କାପୁଆ, ଗଞ୍ଜାମ [1158, 173, 1480, 202]
libra-icon: ♎ [1156, 1188, 1216, 1248]
flower-icon [317, 463, 369, 515]
greeting-title: Happy Birthday [381, 717, 565, 736]
classified-ad [6, 1116, 184, 1176]
classified-banner-text: classified [26, 284, 554, 397]
affidavit-heading: AFFIDAVIT [6, 1526, 184, 1542]
satellite-map-caption: ରବିବାର ଉପଗ୍ରହ ଫଟୋରେ ମେଘାଚ୍ଛନ୍ନ ସ୍ଥିତିପାଇଁବାର ପରିଷ୍କାର ଚିତ୍ର [764, 1866, 1019, 1876]
real-estate-label: real estate [18, 537, 174, 567]
classified-ad-code: D-59685 [149, 1508, 184, 1518]
weather-cell: ୧୮.୦ [1065, 2039, 1128, 2051]
weather-row [926, 2039, 1129, 2051]
sign-text: ବନ୍ଧୁମାନଙ୍କ ଆଦର, ଗୌରବରେ ଉନ୍ନତି ହେବ। ନିଜକୁ ସ୍ୱାଭାବିକ ରଖିବା ଆବଶ୍ୟକ। ଆଜିର ଦିନ ଆପଣଙ୍କ ପାଇଁ ଲାଭଦାୟକ। ବ୍ୟବସାୟରେ ନୂଆ ସୁଯୋଗ ଆସିବ। ପରିବାରରେ ଶାନ୍ତି ରହିବ। ବ୍ୟବସାୟ, ପରିବାରରେ ବିଭିନ୍ନ ବିଷୟ ସମୀକ୍ଷା କରିପାରିବେ। [1238, 378, 1494, 467]
weather-cell: ୧୮.୦ [1065, 2015, 1128, 2027]
classified-banner [6, 284, 566, 410]
sign-name: ଧନୁ [1146, 1470, 1234, 1492]
sign-name: ମେଷ [1146, 222, 1234, 244]
aries-icon: ♈ [1156, 252, 1216, 312]
classified-ad [6, 1326, 184, 1386]
